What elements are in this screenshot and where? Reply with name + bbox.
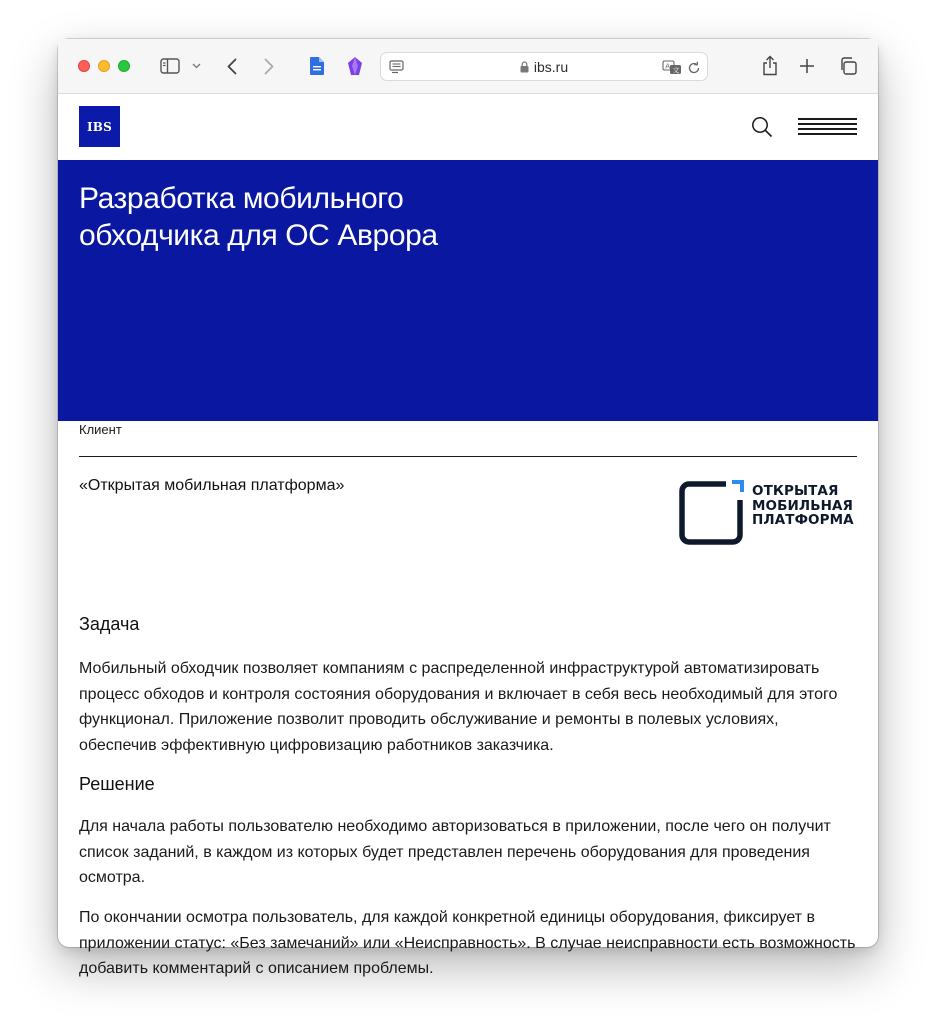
tab-group-chevron-down-icon[interactable] <box>190 59 202 73</box>
svg-text:文: 文 <box>672 65 680 74</box>
solution-paragraph-1: Для начала работы пользователю необходимо авторизоваться в приложении, после чего он получит список заданий, в каждом из которых будет представлен перечень оборудования для проведения осмотра. <box>79 818 831 886</box>
page-title-line-1: Разработка мобильного <box>79 182 404 215</box>
menu-line-icon <box>798 118 857 120</box>
address-text[interactable] <box>381 53 707 80</box>
client-label: Клиент <box>79 422 122 437</box>
minimize-window-button[interactable] <box>98 60 110 72</box>
forward-chevron-icon[interactable] <box>261 56 277 76</box>
omp-logo-line: ПЛАТФОРМА <box>752 512 854 528</box>
page-title-line-2: обходчика для ОС Аврора <box>79 219 438 252</box>
omp-logo-text <box>752 484 860 528</box>
document-extension-icon[interactable] <box>308 55 326 77</box>
menu-line-icon <box>798 133 857 135</box>
browser-window <box>58 39 878 977</box>
hero-banner <box>58 160 878 421</box>
browser-toolbar <box>58 39 878 94</box>
new-tab-plus-icon[interactable] <box>798 56 816 76</box>
svg-text:A: A <box>665 61 670 70</box>
divider <box>79 456 857 457</box>
zoom-window-button[interactable] <box>118 60 130 72</box>
solution-heading: Решение <box>79 774 155 794</box>
search-icon[interactable] <box>751 116 773 138</box>
translate-icon[interactable] <box>661 58 683 76</box>
url-label: ibs.ru <box>533 58 569 75</box>
tab-overview-icon[interactable] <box>838 56 858 76</box>
site-header <box>58 94 878 160</box>
omp-logo-line: МОБИЛЬНАЯ <box>752 497 854 514</box>
task-paragraph: Мобильный обходчик позволяет компаниям с распределенной инфраструктурой автоматизировать процесс обходов и контроля состояния оборудования и включает в себя весь необходимый для этого функционал. Приложение позволит проводить обслуживание и ремонты в полевых условиях, обеспечив эффективную цифровизацию работников заказчика. <box>79 660 838 754</box>
ibs-logo[interactable]: IBS <box>79 106 120 147</box>
omp-logo-mark-icon <box>679 480 745 546</box>
omp-logo-line: ОТКРЫТАЯ <box>752 483 839 499</box>
client-name: «Открытая мобильная платформа» <box>79 477 345 494</box>
solution-paragraph-2: По окончании осмотра пользователь, для каждой конкретной единицы оборудования, фиксирует в приложении статус: «Без замечаний» или «Неисправность». В случае неисправности есть возможность добавить комментарий с описанием проблемы. <box>79 909 856 977</box>
crystal-extension-icon[interactable] <box>345 55 365 77</box>
back-chevron-icon[interactable] <box>224 56 240 76</box>
hamburger-menu-icon[interactable] <box>798 118 857 136</box>
menu-line-icon <box>798 128 857 130</box>
close-window-button[interactable] <box>78 60 90 72</box>
lock-icon <box>520 61 529 73</box>
reload-icon[interactable] <box>685 59 703 76</box>
task-heading: Задача <box>79 614 140 634</box>
client-logo <box>679 480 859 546</box>
sidebar-toggle-icon[interactable] <box>159 56 181 76</box>
menu-line-icon <box>798 123 857 125</box>
page-title <box>79 180 559 254</box>
share-icon[interactable] <box>761 53 779 77</box>
address-bar[interactable] <box>380 52 708 81</box>
